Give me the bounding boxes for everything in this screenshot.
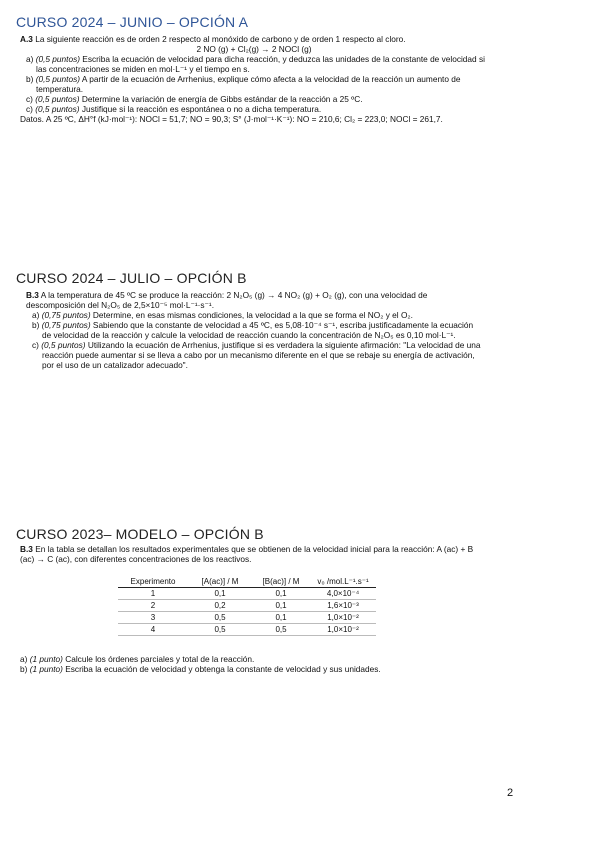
table-cell: 4 (118, 624, 188, 636)
table-header-row (118, 576, 376, 588)
table-cell: 2 (118, 600, 188, 612)
subquestion: b) (0,75 puntos) Sabiendo que la constante de velocidad a 45 ºC, es 5,08·10⁻⁴ s⁻¹, escriba justificadamente la ecuación de velocidad de la reacción y calcule la velocidad de reacción cuando la concentración de N₂O₅ es 0,10 mol·L⁻¹. (32, 320, 474, 340)
table-cell: 1,0×10⁻² (310, 624, 376, 636)
table-cell: 1 (118, 588, 188, 600)
question-text: La siguiente reacción es de orden 2 respecto al monóxido de carbono y de orden 1 respecto al cloro. (35, 34, 406, 44)
column-header: [A(ac)] / M (188, 576, 252, 588)
question-number: B.3 (20, 544, 33, 554)
subquestions (20, 54, 488, 114)
table-row (118, 612, 376, 624)
table-cell: 0,5 (188, 624, 252, 636)
column-header: v₀ /mol.L⁻¹.s⁻¹ (310, 576, 376, 588)
column-header: [B(ac)] / M (252, 576, 310, 588)
subquestion: c) (0,5 puntos) Justifique si la reacción es espontánea o no a dicha temperatura. (26, 104, 322, 114)
table-cell: 0,1 (188, 588, 252, 600)
reaction-equation: 2 NO (g) + Cl₂(g) → 2 NOCl (g) (196, 44, 312, 54)
table-cell: 0,1 (252, 612, 310, 624)
question-block (20, 544, 488, 564)
table-cell: 0,1 (252, 600, 310, 612)
subquestion: c) (0,5 puntos) Determine la variación de energía de Gibbs estándar de la reacción a 25 ºC. (26, 94, 363, 104)
subquestion: b) (1 punto) Escriba la ecuación de velocidad y obtenga la constante de velocidad y sus unidades. (20, 664, 381, 674)
section-heading: CURSO 2023– MODELO – OPCIÓN B (16, 526, 264, 542)
table-row (118, 600, 376, 612)
table-row (118, 624, 376, 636)
question-block (20, 34, 488, 124)
question-intro (20, 34, 488, 44)
table-cell: 0,5 (252, 624, 310, 636)
subquestion: a) (1 punto) Calcule los órdenes parciales y total de la reacción. (20, 654, 255, 664)
question-text: A la temperatura de 45 ºC se produce la reacción: 2 N₂O₅ (g) → 4 NO₂ (g) + O₂ (g), con una velocidad de descomposición del N₂O₅ de 2,5×10⁻⁵ mol·L⁻¹·s⁻¹. (26, 290, 428, 310)
table-cell: 4,0×10⁻⁴ (310, 588, 376, 600)
column-header: Experimento (118, 576, 188, 588)
subquestion: b) (0,5 puntos) A partir de la ecuación de Arrhenius, explique cómo afecta a la velocidad de la reacción un aumento de temperatura. (26, 74, 461, 94)
table-cell: 0,2 (188, 600, 252, 612)
question-number: A.3 (20, 34, 33, 44)
section-heading: CURSO 2024 – JULIO – OPCIÓN B (16, 270, 247, 286)
table-cell: 0,5 (188, 612, 252, 624)
question-intro (26, 290, 484, 310)
table-cell: 1,0×10⁻² (310, 612, 376, 624)
subquestions (26, 310, 484, 370)
table-cell: 1,6×10⁻³ (310, 600, 376, 612)
table-row (118, 588, 376, 600)
question-text: En la tabla se detallan los resultados experimentales que se obtienen de la velocidad inicial para la reacción: A (ac) + B (ac) → C (ac), con diferentes concentraciones de los reactivos. (20, 544, 474, 564)
subquestion: c) (0,5 puntos) Utilizando la ecuación de Arrhenius, justifique si es verdadera la siguiente afirmación: "La velocidad de una reacción puede aumentar si se lleva a cabo por un mecanismo diferente en el que se rebaje su energía de activación, por el uso de un catalizador adecuado". (32, 340, 481, 370)
page-number: 2 (507, 787, 514, 799)
question-block (26, 290, 484, 370)
section-heading: CURSO 2024 – JUNIO – OPCIÓN A (16, 14, 249, 30)
question-data: Datos. A 25 ºC, ΔH°f (kJ·mol⁻¹): NOCl = 51,7; NO = 90,3; S° (J·mol⁻¹·K⁻¹): NO = 210,6; Cl₂ = 223,0; NOCl = 261,7. (20, 114, 443, 124)
subquestion: a) (0,5 puntos) Escriba la ecuación de velocidad para dicha reacción, y deduzca las unidades de la constante de velocidad si las concentraciones se miden en mol·L⁻¹ y el tiempo en s. (26, 54, 485, 74)
table-cell: 3 (118, 612, 188, 624)
subquestions (20, 654, 488, 674)
results-table (118, 576, 376, 636)
question-intro (20, 544, 488, 564)
table-cell: 0,1 (252, 588, 310, 600)
subquestion: a) (0,75 puntos) Determine, en esas mismas condiciones, la velocidad a la que se forma el NO₂ y el O₂. (32, 310, 413, 320)
question-number: B.3 (26, 290, 39, 300)
